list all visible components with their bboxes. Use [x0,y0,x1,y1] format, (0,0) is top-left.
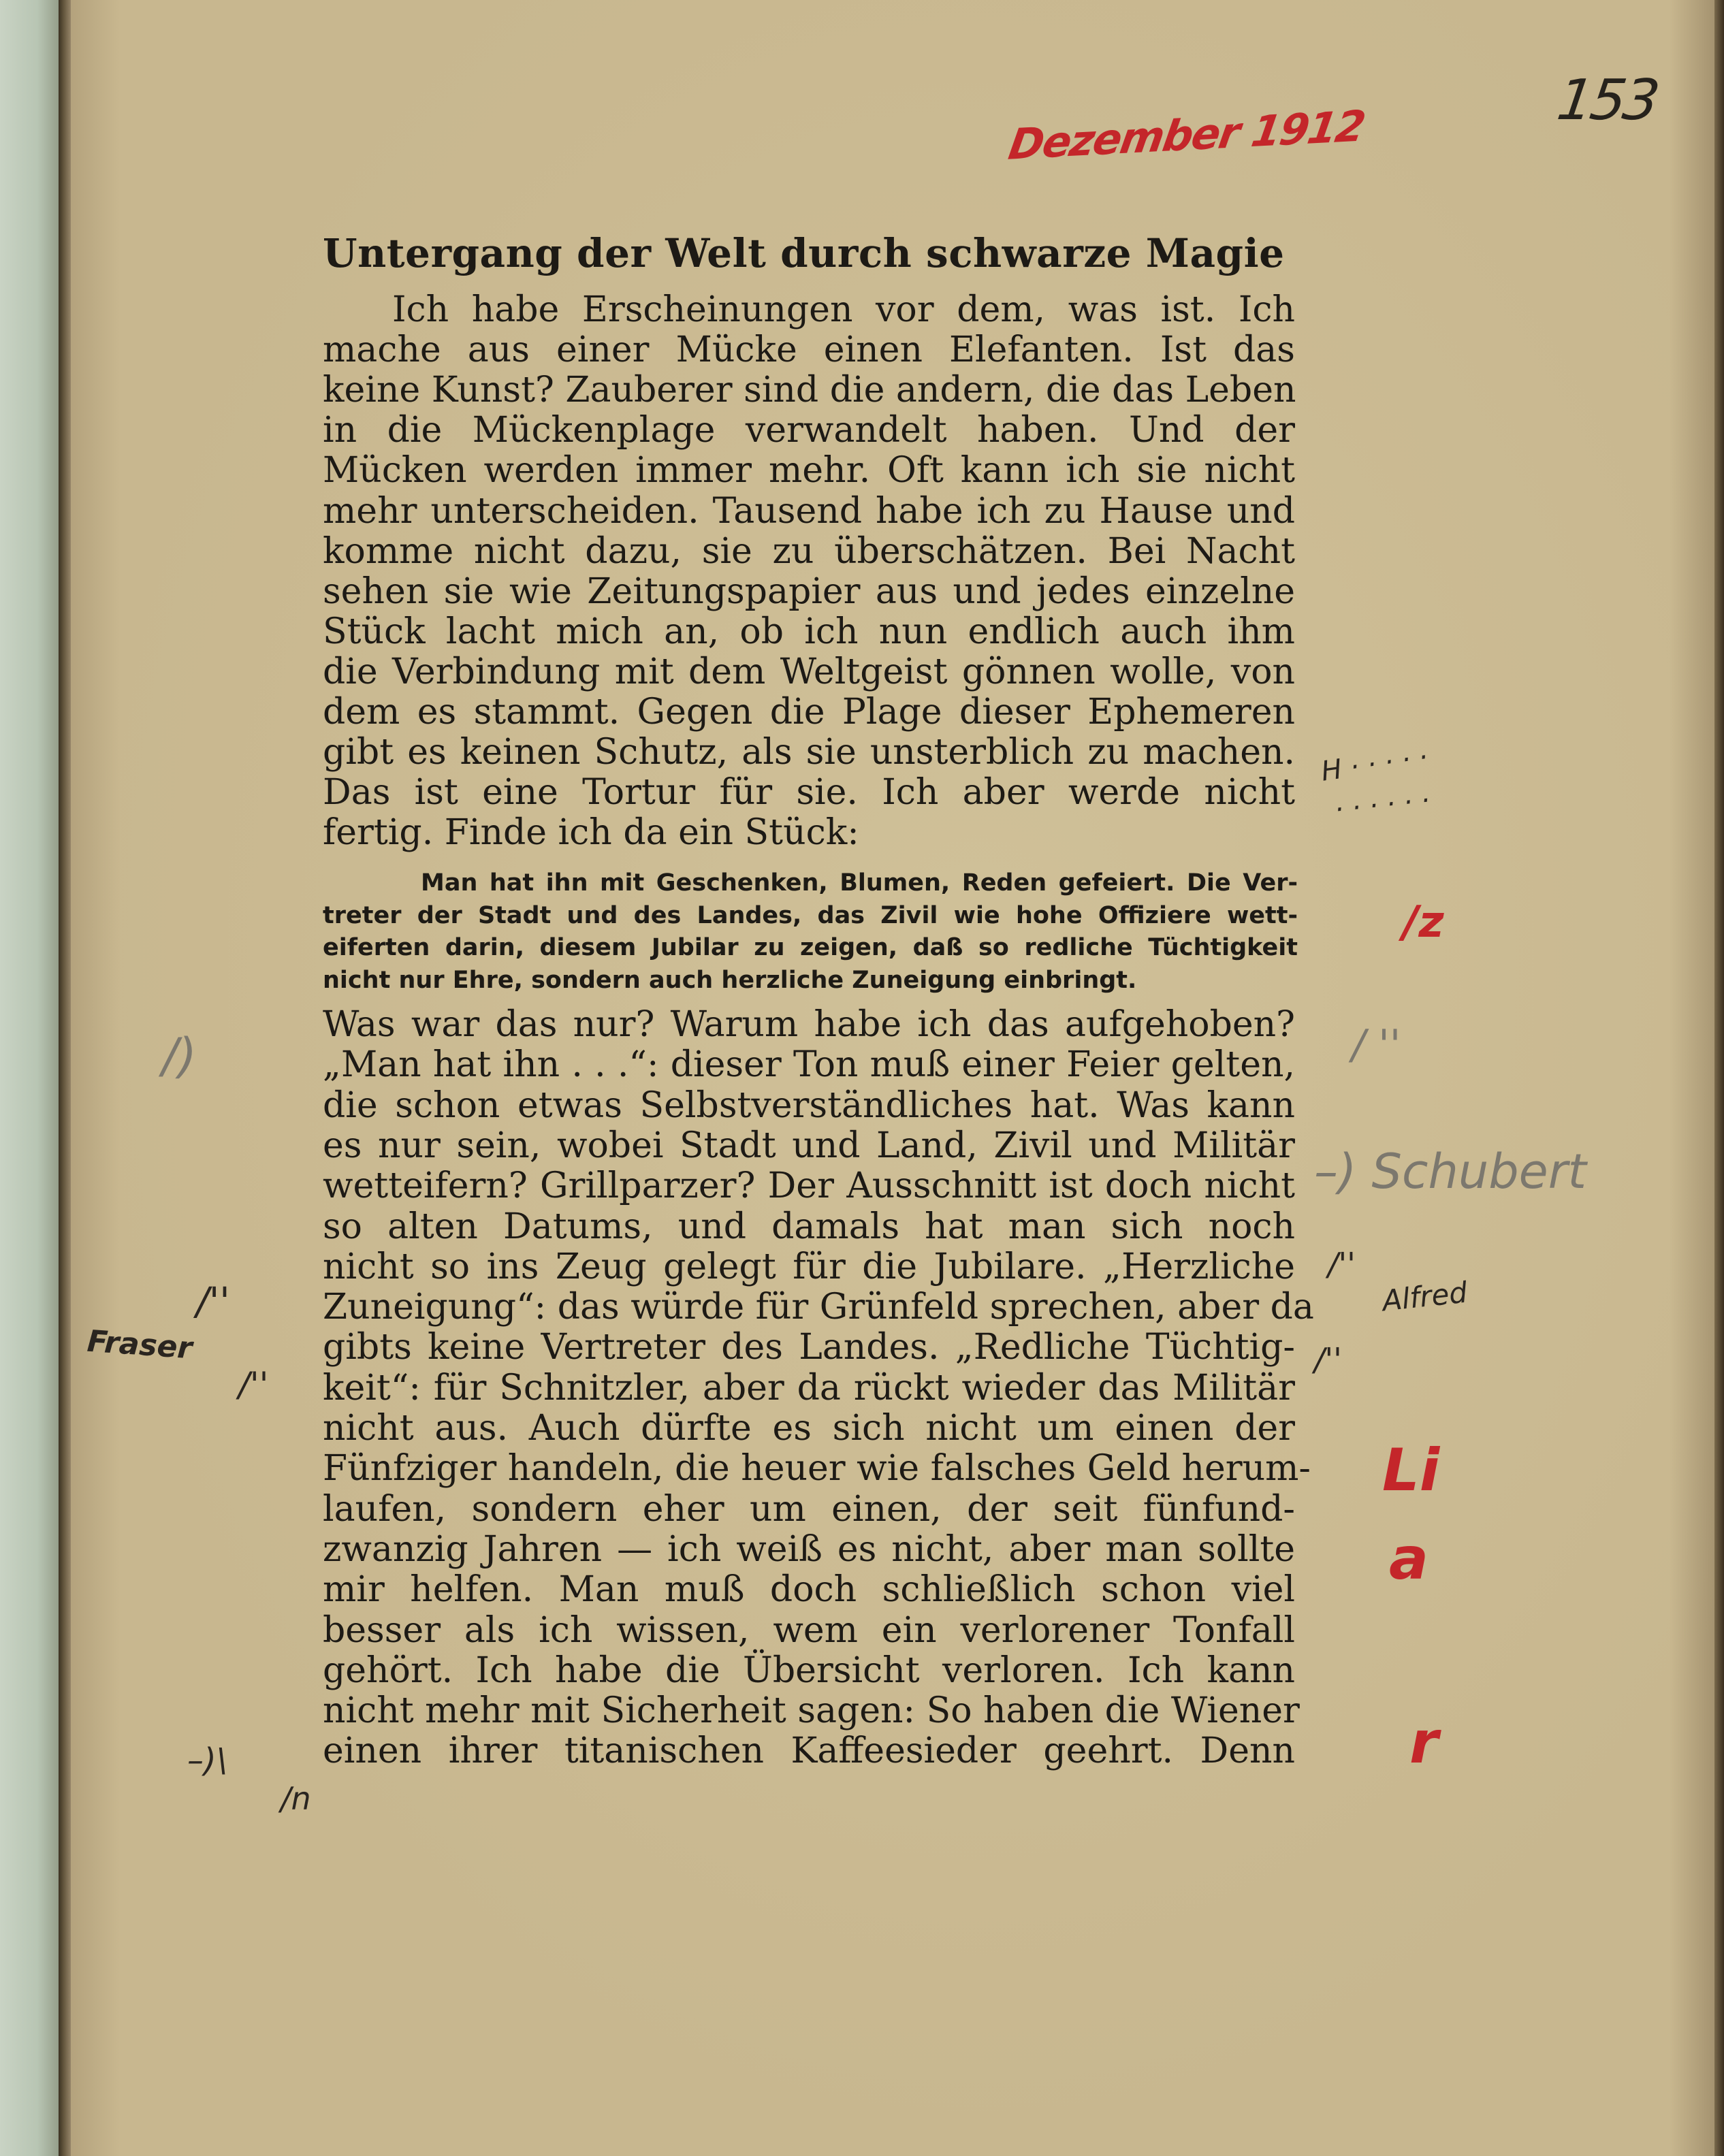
margin-note-left-mark: –)\ [187,1741,227,1780]
text-line: besser als ich wissen, wem ein verlorener Tonfall [323,1609,1295,1651]
text-line: mehr unterscheiden. Tausend habe ich zu Hause und [323,490,1295,532]
text-line: Zuneigung“: das würde für Grünfeld sprechen, aber da [323,1287,1314,1328]
text-line: zwanzig Jahren — ich weiß es nicht, aber man sollte [323,1528,1295,1570]
text-line: Das ist eine Tortur für sie. Ich aber werde nicht [323,772,1295,814]
facing-page-edge [0,0,63,2156]
text-line: wetteifern? Grillparzer? Der Ausschnitt ist doch nicht [323,1165,1295,1207]
text-line: sehen sie wie Zeitungspapier aus und jedes einzelne [323,570,1295,612]
quote-line: treter der Stadt und des Landes, das Zivil wie hohe Offiziere wett- [323,901,1298,929]
text-line: fertig. Finde ich da ein Stück: [323,812,859,854]
text-line: keit“: für Schnitzler, aber da rückt wieder das Militär [323,1367,1295,1409]
text-line: keine Kunst? Zauberer sind die andern, die das Leben [323,370,1296,411]
text-line: „Man hat ihn . . .“: dieser Ton muß einer Feier gelten, [323,1044,1295,1086]
text-line: nicht mehr mit Sicherheit sagen: So haben die Wiener [323,1690,1300,1732]
text-line: mache aus einer Mücke einen Elefanten. Ist das [323,329,1295,371]
text-line: Fünfziger handeln, die heuer wie falsches Geld herum- [323,1448,1311,1490]
margin-note-right-1: H · · · · · [1319,741,1430,788]
date-annotation: Dezember 1912 [1005,100,1368,170]
text-line: laufen, sondern eher um einen, der seit fünfund- [323,1488,1295,1530]
page-edge-shadow [1714,0,1724,2156]
margin-note-left-p1: /'' [196,1280,230,1324]
margin-note-right-p1: / '' [1352,1021,1401,1069]
text-line: Ich habe Erscheinungen vor dem, was ist. Ich [392,289,1295,330]
text-line: gibt es keinen Schutz, als sie unsterblich zu machen. [323,732,1295,773]
quote-line: Man hat ihn mit Geschenken, Blumen, Reden gefeiert. Die Ver- [421,869,1298,897]
text-line: mir helfen. Man muß doch schließlich schon viel [323,1569,1295,1611]
text-line: in die Mückenplage verwandelt haben. Und der [323,410,1295,451]
margin-note-li: Li [1382,1436,1440,1505]
text-line: Was war das nur? Warum habe ich das aufgehoben? [323,1004,1295,1045]
text-line: die Verbindung mit dem Weltgeist gönnen wolle, von [323,651,1295,692]
margin-note-left-p2: /'' [238,1365,269,1404]
margin-note-r: r [1409,1709,1439,1777]
text-line: Stück lacht mich an, ob ich nun endlich auch ihm [323,611,1295,652]
text-line: komme nicht dazu, sie zu überschätzen. Bei Nacht [323,530,1295,572]
page-number: 153 [1553,68,1661,133]
text-line: gibts keine Vertreter des Landes. „Redliche Tüchtig- [323,1327,1295,1368]
text-line: es nur sein, wobei Stadt und Land, Zivil und Militär [323,1125,1295,1166]
quote-line: nicht nur Ehre, sondern auch herzliche Zuneigung einbringt. [323,966,1137,994]
margin-note-right-2: · · · · · · [1332,784,1431,826]
text-line: Mücken werden immer mehr. Oft kann ich sie nicht [323,450,1295,492]
margin-note-left-pencil: /) [162,1028,197,1084]
margin-note-left-in: /n [281,1780,311,1817]
margin-note-schubert: –) Schubert [1314,1144,1586,1200]
text-line: die schon etwas Selbstverständliches hat. Was kann [323,1084,1295,1126]
margin-note-right-p3: /'' [1314,1341,1342,1378]
margin-note-right-z: /z [1403,897,1444,948]
margin-note-left-word: Fraser [86,1323,193,1366]
text-line: dem es stammt. Gegen die Plage dieser Ephemeren [323,692,1295,733]
margin-note-a: a [1389,1525,1429,1593]
text-line: einen ihrer titanischen Kaffeesieder geehrt. Denn [323,1731,1295,1772]
text-line: so alten Datums, und damals hat man sich noch [323,1206,1295,1247]
margin-note-alfred: Alfred [1380,1275,1469,1318]
text-line: gehört. Ich habe die Übersicht verloren. Ich kann [323,1650,1295,1691]
margin-note-right-p2: /'' [1328,1246,1356,1283]
article-title: Untergang der Welt durch schwarze Magie [323,230,1285,276]
quote-line: eiferten darin, diesem Jubilar zu zeigen, daß so redliche Tüchtigkeit [323,934,1298,961]
text-line: nicht so ins Zeug gelegt für die Jubilare. „Herzliche [323,1246,1295,1287]
text-line: nicht aus. Auch dürfte es sich nicht um einen der [323,1408,1295,1449]
